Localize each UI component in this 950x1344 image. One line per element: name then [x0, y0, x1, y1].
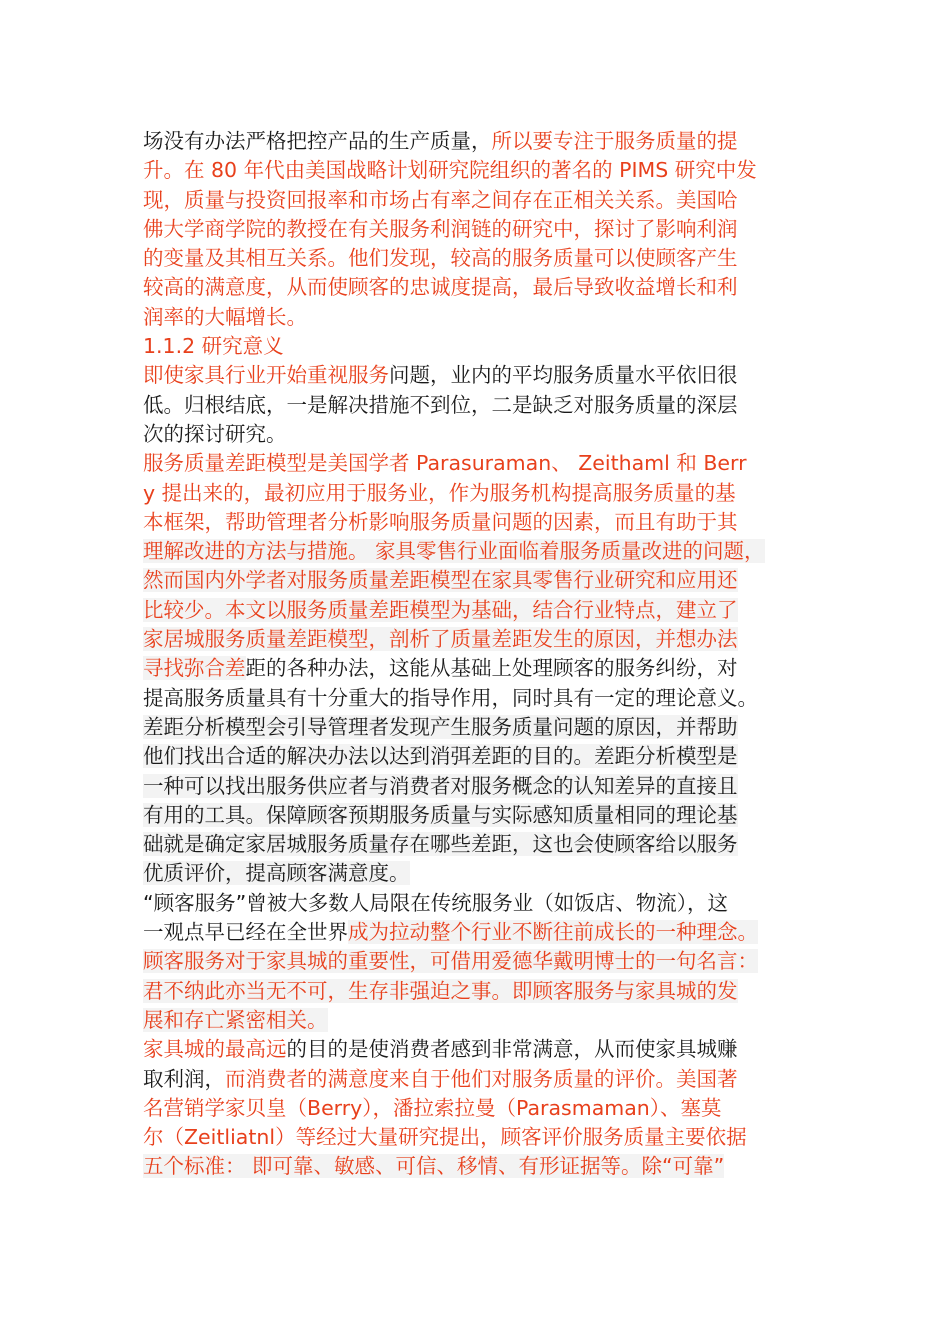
text-segment: 尔（Zeitliatnl）等经过大量研究提出，顾客评价服务质量主要依据 — [143, 1125, 747, 1150]
text-line — [143, 449, 811, 478]
text-line — [143, 244, 811, 273]
text-segment: 而消费者的满意度来自于他们对服务质量的评价。美国著 — [225, 1066, 738, 1091]
text-line — [143, 156, 811, 185]
text-segment: 比较少。本文以服务质量差距模型为基础，结合行业特点，建立了 — [143, 597, 738, 622]
text-segment: 他们找出合适的解决办法以达到消弭差距的目的。差距分析模型是 — [143, 744, 738, 769]
text-line — [143, 273, 811, 302]
text-segment: 的目的是使消费者感到非常满意，从而使家具城赚 — [286, 1037, 738, 1062]
text-line — [143, 303, 811, 332]
text-segment: 佛大学商学院的教授在有关服务利润链的研究中，探讨了影响利润 — [143, 216, 738, 241]
text-segment: 的变量及其相互关系。他们发现，较高的服务质量可以使顾客产生 — [143, 246, 738, 271]
text-line — [143, 947, 811, 976]
text-segment: “顾客服务”曾被大多数人局限在传统服务业（如饭店、物流），这 — [143, 890, 728, 915]
text-segment: 1.1.2 研究意义 — [143, 334, 284, 359]
text-line — [143, 713, 811, 742]
text-segment: 润率的大幅增长。 — [143, 304, 307, 329]
text-segment: 提高服务质量具有十分重大的指导作用，同时具有一定的理论意义。 — [143, 685, 758, 710]
text-line — [143, 186, 811, 215]
text-segment: 础就是确定家居城服务质量存在哪些差距，这也会使顾客给以服务 — [143, 832, 738, 857]
text-line — [143, 332, 811, 361]
text-segment: 理解改进的方法与措施。 家具零售行业面临着服务质量改进的问题， — [143, 539, 765, 564]
text-line — [143, 566, 811, 595]
text-line — [143, 625, 811, 654]
text-segment: y 提出来的，最初应用于服务业，作为服务机构提高服务质量的基 — [143, 480, 736, 505]
text-segment: 顾客服务对于家具城的重要性，可借用爱德华戴明博士的一句名言： — [143, 949, 758, 974]
text-line — [143, 654, 811, 683]
text-segment: 君不纳此亦当无不可，生存非强迫之事。即顾客服务与家具城的发 — [143, 978, 738, 1003]
text-segment: 家居城服务质量差距模型，剖析了质量差距发生的原因，并想办法 — [143, 627, 738, 652]
text-line — [143, 127, 811, 156]
text-segment: 取利润， — [143, 1066, 225, 1091]
text-segment: 即使家具行业开始重视服务 — [143, 363, 389, 388]
text-line — [143, 1094, 811, 1123]
text-line — [143, 361, 811, 390]
text-line — [143, 742, 811, 771]
text-line — [143, 1006, 811, 1035]
text-segment: 低。归根结底，一是解决措施不到位，二是缺乏对服务质量的深层 — [143, 392, 738, 417]
text-segment: 展和存亡紧密相关。 — [143, 1007, 328, 1032]
document-body — [143, 127, 811, 1182]
text-segment: 服务质量差距模型是美国学者 Parasuraman、 Zeithaml 和 Berr — [143, 451, 747, 476]
text-line — [143, 537, 811, 566]
text-line — [143, 859, 811, 888]
text-segment: 一观点早已经在全世界 — [143, 920, 348, 945]
text-line — [143, 977, 811, 1006]
text-segment: 问题，业内的平均服务质量水平依旧很 — [389, 363, 738, 388]
text-line — [143, 1065, 811, 1094]
text-line — [143, 1152, 811, 1181]
text-line — [143, 391, 811, 420]
text-segment: 然而国内外学者对服务质量差距模型在家具零售行业研究和应用还 — [143, 568, 738, 593]
text-segment: 较高的满意度，从而使顾客的忠诚度提高，最后导致收益增长和利 — [143, 275, 738, 300]
text-segment: 现，质量与投资回报率和市场占有率之间存在正相关关系。美国哈 — [143, 187, 738, 212]
text-segment: 差距分析模型会引导管理者发现产生服务质量问题的原因，并帮助 — [143, 714, 738, 739]
text-line — [143, 215, 811, 244]
text-line — [143, 1035, 811, 1064]
text-segment: 名营销学家贝皇（Berry），潘拉索拉曼（Parasmaman）、塞莫 — [143, 1095, 722, 1120]
text-segment: 所以要专注于服务质量的提 — [491, 129, 738, 153]
text-segment: 本框架，帮助管理者分析影响服务质量问题的因素，而且有助于其 — [143, 509, 738, 534]
text-segment: 次的探讨研究。 — [143, 421, 287, 446]
text-segment: 一种可以找出服务供应者与消费者对服务概念的认知差异的直接且 — [143, 773, 738, 798]
text-line — [143, 830, 811, 859]
text-line — [143, 508, 811, 537]
text-segment: 有用的工具。保障顾客预期服务质量与实际感知质量相同的理论基 — [143, 802, 738, 827]
text-segment: 场没有办法严格把控产品的生产质量， — [143, 129, 492, 153]
text-segment: 五个标准： 即可靠、敏感、可信、移情、有形证据等。除“可靠” — [143, 1154, 725, 1179]
text-segment: 寻找弥合差 — [143, 656, 246, 681]
text-line — [143, 420, 811, 449]
text-segment: 优质评价，提高顾客满意度。 — [143, 861, 410, 886]
text-line — [143, 1123, 811, 1152]
text-segment: 升。在 80 年代由美国战略计划研究院组织的著名的 PIMS 研究中发 — [143, 158, 757, 183]
text-segment: 成为拉动整个行业不断往前成长的一种理念。 — [348, 920, 758, 945]
text-line — [143, 596, 811, 625]
text-line — [143, 772, 811, 801]
text-segment: 家具城的最高远 — [143, 1037, 287, 1062]
text-line — [143, 801, 811, 830]
text-segment: 距的各种办法，这能从基础上处理顾客的服务纠纷，对 — [245, 656, 738, 681]
text-line — [143, 479, 811, 508]
text-line — [143, 918, 811, 947]
text-line — [143, 889, 811, 918]
text-line — [143, 684, 811, 713]
